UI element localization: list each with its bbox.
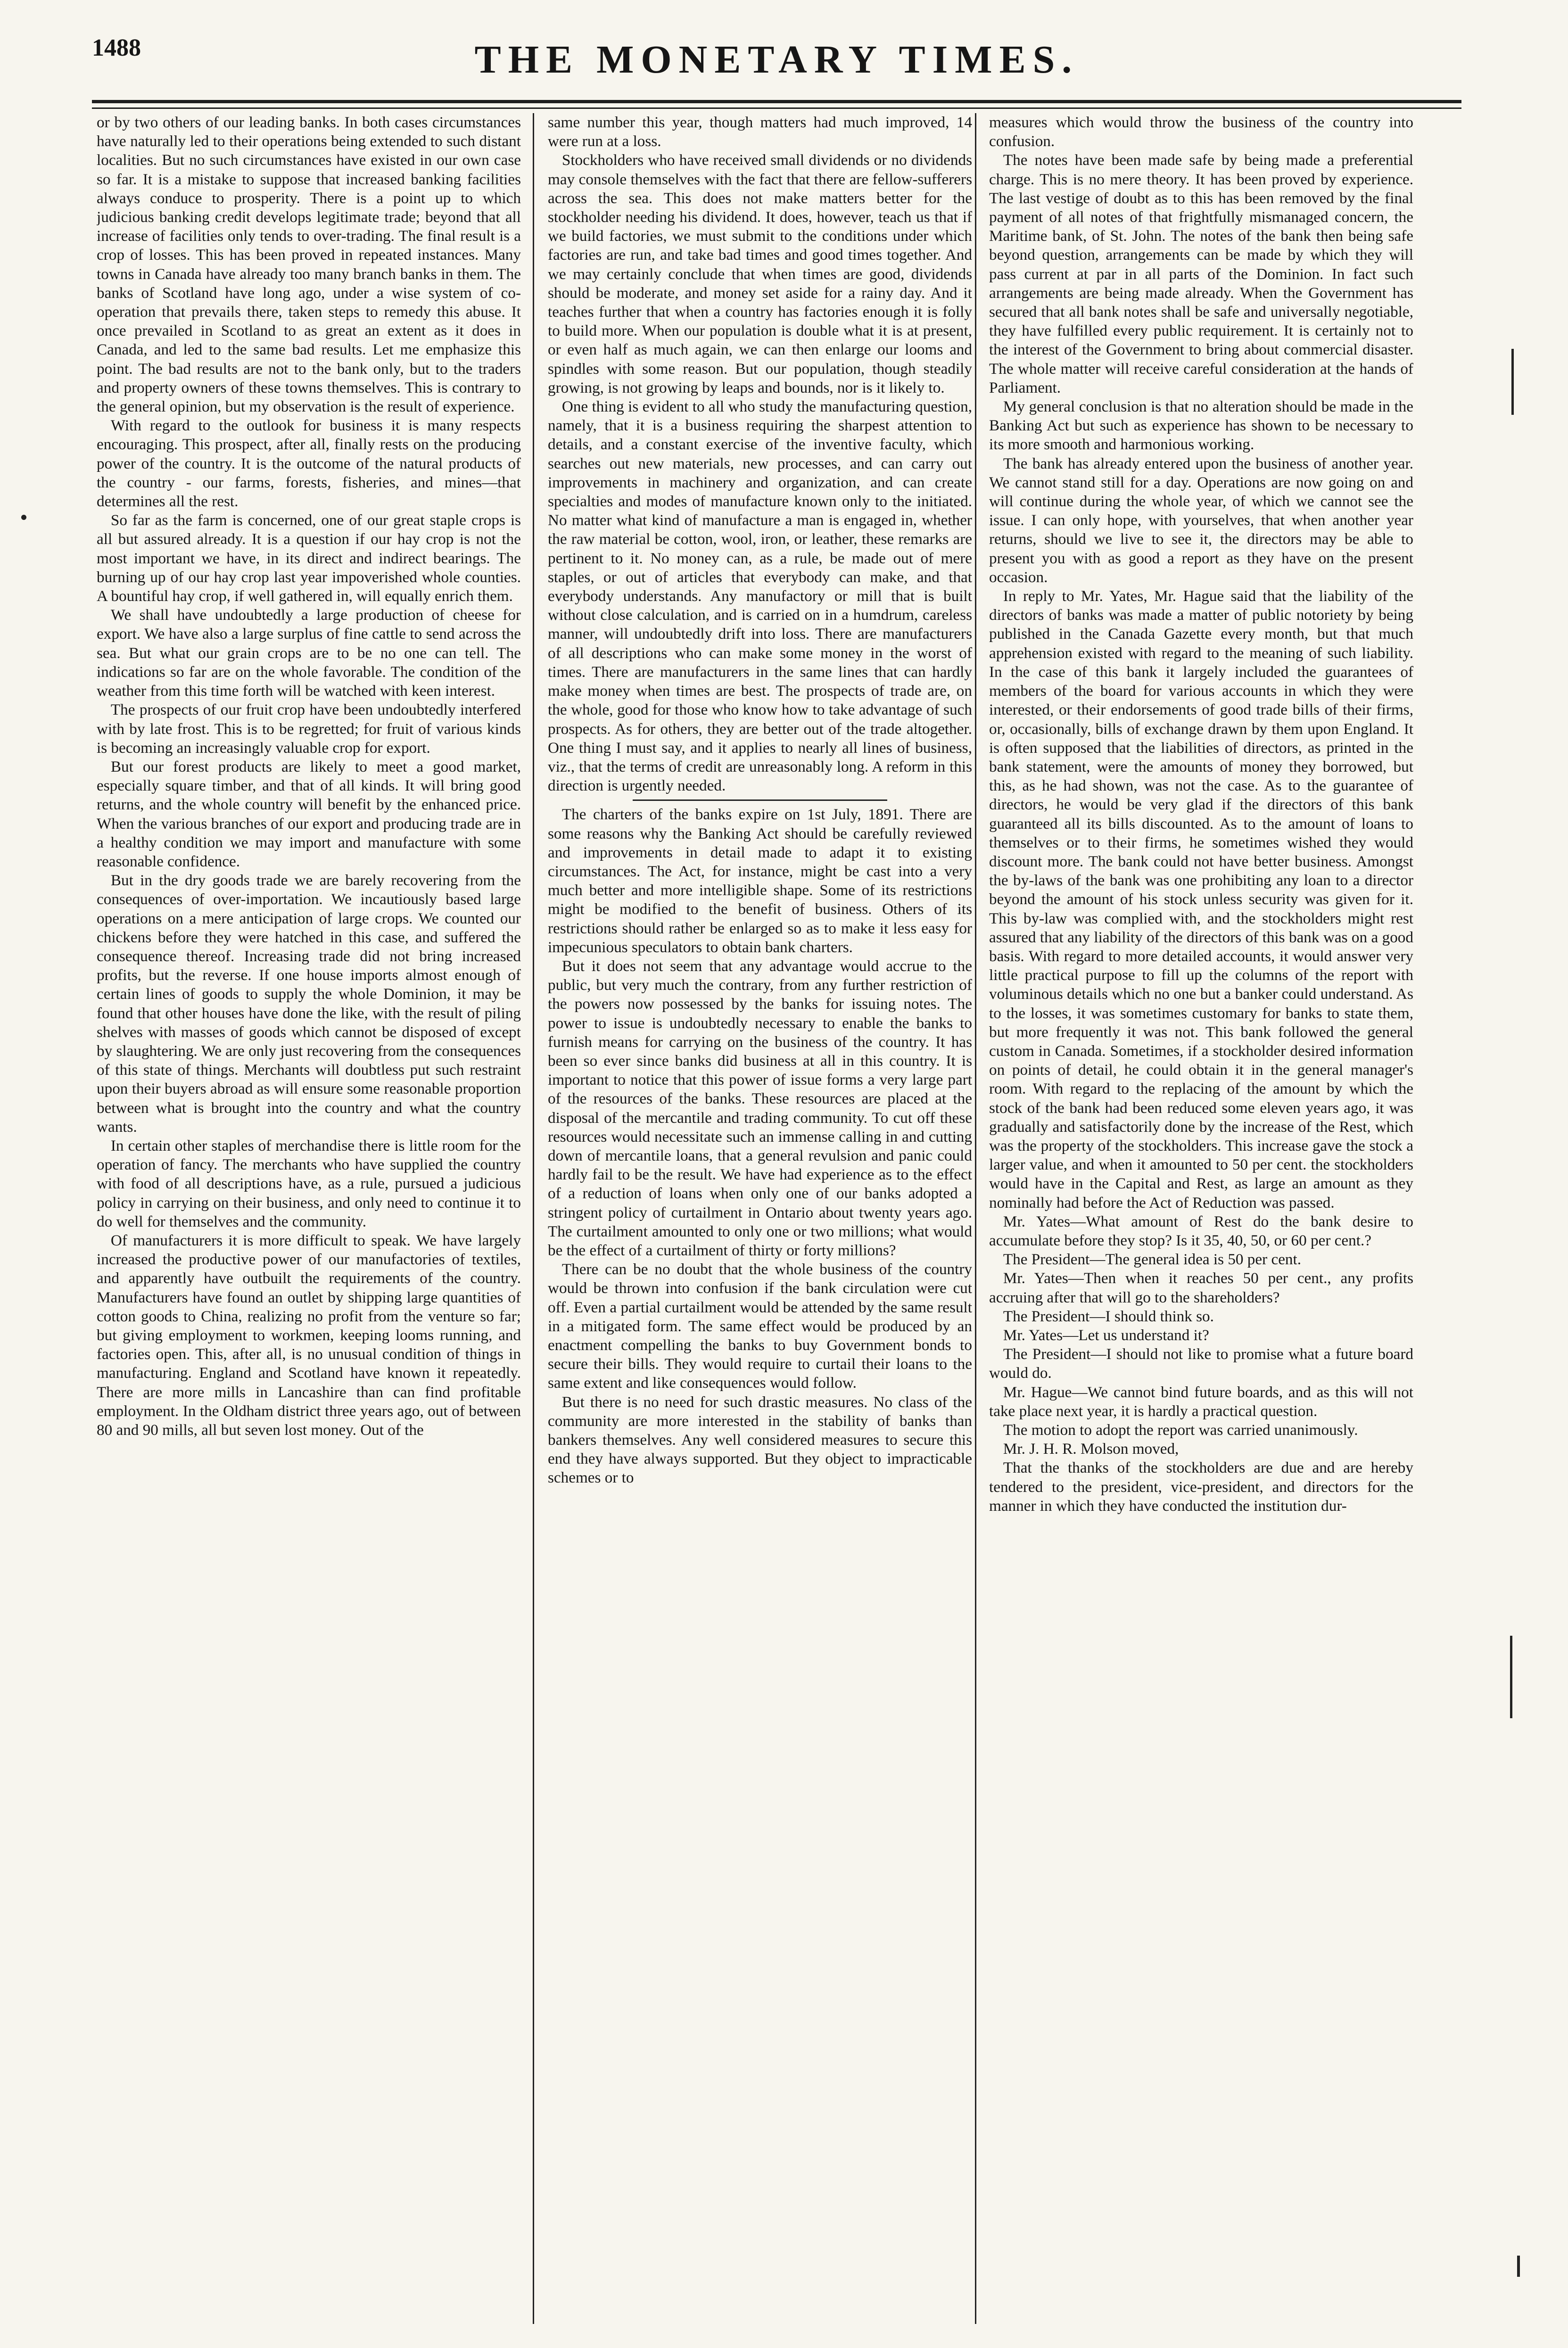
scan-speck (21, 515, 26, 520)
paragraph: The President—The general idea is 50 per cent. (1003, 1251, 1302, 1269)
paragraph: My general conclusion is that no alteration should be made in the Banking Act but such as experience has shown to be necessary to its more smooth and harmonious working. (989, 398, 1413, 453)
paragraph: Mr. Hague—We cannot bind future boards, and as this will not take place next year, it is hardly a practical question. (989, 1383, 1413, 1420)
paragraph: Stockholders who have received small dividends or no dividends may console themselves with the fact that there are fellow-sufferers across the sea. This does not make matters better for the stockholder needing his dividend. It does, however, teach us that if we build factories, we must submit to the conditions under which factories are run, and take bad times and good times together. And we may certainly conclude that when times are good, dividends should be moderate, and money set aside for a rainy day. And it teaches further that when a country has factories enough it is folly to build more. When our population is double what it is at present, or even half as much again, we can then enlarge our looms and spindles with some reason. But our population, though steadily growing, is not growing by leaps and bounds, nor is it likely to. (548, 151, 972, 396)
paragraph: In certain other staples of merchandise there is little room for the operation of fancy. The merchants who have supplied the country with food of all descriptions have, as a rule, pursued a judicious policy in carrying on their business, and only need to continue it to do well for themselves and the community. (97, 1137, 521, 1230)
paragraph: The motion to adopt the report was carried unanimously. (1003, 1421, 1358, 1439)
paragraph: Mr. Yates—Then when it reaches 50 per cent., any profits accruing after that will go to the shareholders? (989, 1269, 1413, 1306)
header-rule-thin (92, 107, 1461, 109)
paragraph: The charters of the banks expire on 1st July, 1891. There are some reasons why the Banking Act should be carefully reviewed and improvements in detail made to adapt it to existing circumstances. The Act, for instance, might be cast into a very much better and more intelligible shape. Some of its restrictions might be modified to the benefit of business. Others of its restrictions should rather be enlarged so as to make it less easy for impecunious speculators to obtain bank charters. (548, 806, 972, 956)
paragraph: same number this year, though matters had much improved, 14 were run at a loss. (548, 114, 972, 150)
paragraph: The President—I should not like to promise what a future board would do. (989, 1345, 1413, 1382)
paragraph: With regard to the outlook for business it is many respects encouraging. This prospect, after all, finally rests on the producing power of the country. It is the outcome of the natural products of the country - our farms, forests, fisheries, and mines—that determines all the rest. (97, 417, 521, 511)
paragraph: One thing is evident to all who study the manufacturing question, namely, that it is a business requiring the sharpest attention to details, and a constant exercise of the inventive faculty, which searches out new materials, new processes, and can carry out improvements in machinery and organization, and can create specialties and modes of manufacture known only to the initiated. No matter what kind of manufacture a man is engaged in, whether the raw material be cotton, wool, iron, or leather, these remarks are pertinent to it. No money can, as a rule, be made out of mere staples, or out of articles that everybody can make, and that everybody understands. Any manufactory or mill that is built without close calculation, and is carried on in a humdrum, careless manner, will undoubtedly drift into loss. There are manufacturers of all descriptions who can make some money in the worst of times. There are manufacturers in the same lines that can hardly make money when times are best. The prospects of trade are, on the whole, good for those who know how to take advantage of such prospects. As for others, they are better out of the trade altogether. One thing I must say, and it applies to nearly all lines of business, viz., that the terms of credit are unreasonably long. A reform in this direction is urgently needed. (548, 398, 972, 795)
paragraph: There can be no doubt that the whole business of the country would be thrown into confusion if the bank circulation were cut off. Even a partial curtailment would be attended by the same result in a mitigated form. The same effect would be produced by an enactment compelling the banks to buy Government bonds to secure their bills. They would require to curtail their loans to the same extent and like consequences would follow. (548, 1261, 972, 1392)
paragraph: But it does not seem that any advantage would accrue to the public, but very much the contrary, from any further restriction of the powers now possessed by the banks for issuing notes. The power to issue is undoubtedly necessary to enable the banks to furnish means for carrying on the business of the country. It has been so ever since banks did business at all in this country. It is important to notice that this power of issue forms a very large part of the resources of the banks. These resources are placed at the disposal of the mercantile and trading community. To cut off these resources would necessitate such an immense calling in and cutting down of mercantile loans, that a general revulsion and panic could hardly fail to be the result. We have had experience as to the effect of a reduction of loans when only one of our banks adopted a stringent policy of curtailment in Ontario about twenty years ago. The curtailment amounted to only one or two millions; what would be the effect of a curtailment of thirty or forty millions? (548, 957, 972, 1259)
paragraph: So far as the farm is concerned, one of our great staple crops is all but assured already. It is a question if our hay crop is not the most important we have, in its direct and indirect bearings. The burning up of our hay crop last year impoverished whole counties. A bountiful hay crop, if well gathered in, will equally enrich them. (97, 511, 521, 605)
margin-mark (1511, 349, 1514, 415)
column-divider-2 (975, 113, 976, 2324)
paragraph: Mr. J. H. R. Molson moved, (1003, 1440, 1179, 1458)
text-column-2 (548, 113, 972, 2319)
paragraph: In reply to Mr. Yates, Mr. Hague said that the liability of the directors of banks was made a matter of public notoriety by being published in the Canada Gazette every month, but that much apprehension existed with regard to the meaning of such liability. In the case of this bank it largely included the guarantees of members of the board for various accounts in which they were interested, or their endorsements of good trade bills of their firms, or, occasionally, bills of exchange drawn by them upon England. It is often supposed that the liabilities of directors, as printed in the bank statement, were the amounts of money they borrowed, but this, as he had shown, was not the case. As to the guarantee of directors, he would be very glad if the directors of this bank guaranteed all its bills discounted. As to the amount of loans to themselves or to their firms, he sometimes wished they would discount more. The bank could not have better business. Amongst the by-laws of the bank was one prohibiting any loan to a director beyond the amount of his stock unless security was given for it. This by-law was complied with, and the stockholders might rest assured that any liability of the directors of this bank was on a good basis. With regard to more detailed accounts, it would answer very little practical purpose to fill up the columns of the report with voluminous details which no one but a banker could understand. As to the losses, it was sometimes customary for banks to state them, but more frequently it was not. This bank followed the general custom in Canada. Sometimes, if a stockholder desired information on points of detail, he could obtain it in the general manager's room. With regard to the replacing of the amount by which the stock of the bank had been reduced some eleven years ago, it was gradually and satisfactorily done by the increase of the Rest, which was the property of the stockholders. This increase gave the stock a larger value, and when it amounted to 50 per cent. the stockholders would have in the Capital and Rest, as large an amount as they nominally had before the Act of Reduction was passed. (989, 587, 1413, 1211)
paragraph: Mr. Yates—Let us understand it? (1003, 1326, 1209, 1344)
margin-mark (1517, 2256, 1520, 2277)
paragraph: The notes have been made safe by being made a preferential charge. This is no mere theory. It has been proved by experience. The last vestige of doubt as to this has been removed by the final payment of all notes of that frightfully mismanaged concern, the Maritime bank, of St. John. The notes of the bank then being safe beyond question, arrangements can be made by which they will pass current at par in all parts of the Dominion. In fact such arrangements are being made already. When the Government has secured that all bank notes shall be safe and universally negotiable, they have fulfilled every public requirement. It is certainly not to the interest of the Government to bring about commercial disaster. The whole matter will receive careful consideration at the hands of Parliament. (989, 151, 1413, 396)
paragraph: But in the dry goods trade we are barely recovering from the consequences of over-importation. We incautiously based large operations on a mere anticipation of large crops. We counted our chickens before they were hatched in this case, and suffered the consequence thereof. Increasing trade did not bring increased profits, but the reverse. If one house imports almost enough of certain lines of goods to supply the whole Dominion, it may be found that other houses have done the like, with the result of piling shelves with masses of goods which cannot be disposed of except by slaughtering. We are only just recovering from the consequences of this state of things. Merchants will doubtless put such restraint upon their buyers abroad as will ensure some reasonable proportion between what is brought into the country and what the country wants. (97, 872, 521, 1136)
paragraph: The prospects of our fruit crop have been undoubtedly interfered with by late frost. This is to be regretted; for fruit of various kinds is becoming an increasingly valuable crop for export. (97, 701, 521, 757)
paragraph: But there is no need for such drastic measures. No class of the community are more interested in the stability of banks than bankers themselves. Any well considered measures to secure this end they have always supported. But they object to impracticable schemes or to (548, 1393, 972, 1487)
header-rule-thick (92, 100, 1461, 103)
column-divider-1 (533, 113, 534, 2324)
paragraph: But our forest products are likely to meet a good market, especially square timber, and that of all kinds. It will bring good returns, and the whole country will benefit by the enhanced price. When the various branches of our export and producing trade are in a healthy condition we may import and manufacture with some reasonable confidence. (97, 758, 521, 870)
paragraph: Of manufacturers it is more difficult to speak. We have largely increased the productive power of our manufactories of textiles, and apparently have outbuilt the requirements of the country. Manufacturers have found an outlet by shipping large quantities of cotton goods to China, realizing no profit from the venture so far; but giving employment to workmen, keeping looms running, and factories open. This, after all, is no unusual condition of things in manufacturing. England and Scotland have known it repeatedly. There are more mills in Lancashire than can find profitable employment. In the Oldham district three years ago, out of between 80 and 90 mills, all but seven lost money. Out of the (97, 1231, 521, 1439)
paragraph: We shall have undoubtedly a large production of cheese for export. We have also a large surplus of fine cattle to send across the sea. But what our grain crops are to be no one can tell. The indications so far are on the whole favorable. The condition of the weather from this time forth will be watched with keen interest. (97, 606, 521, 700)
paragraph: measures which would throw the business of the country into confusion. (989, 114, 1413, 150)
paragraph: or by two others of our leading banks. In both cases circumstances have naturally led to their operations being extended to such distant localities. But no such circumstances have existed in our own case so far. It is a mistake to suppose that increased banking facilities always conduce to prosperity. There is a point up to which judicious banking credit develops legitimate trade; beyond that all increase of facilities only tends to over-trading. The final result is a crop of losses. This has been proved in repeated instances. Many towns in Canada have already too many branch banks in them. The banks of Scotland have long ago, under a wise system of co-operation that prevails there, taken steps to remedy this abuse. It once prevailed in Scotland to as great an extent as it does in Canada, and led to the same bad results. Let me emphasize this point. The bad results are not to the bank only, but to the traders and property owners of these towns themselves. This is contrary to the general opinion, but my observation is the result of experience. (97, 114, 521, 416)
paragraph: That the thanks of the stockholders are due and are hereby tendered to the president, vice-president, and directors for the manner in which they have conducted the institution dur- (989, 1459, 1413, 1515)
page-number: 1488 (92, 34, 141, 61)
text-column-3 (989, 113, 1413, 2291)
paragraph: The President—I should think so. (1003, 1307, 1214, 1325)
paragraph: The bank has already entered upon the business of another year. We cannot stand still for a day. Operations are now going on and will continue during the whole year, of which we cannot see the issue. I can only hope, with yourselves, that when another year returns, should we live to see it, the directors may be able to present you with as good a report as they have on the present occasion. (989, 454, 1413, 586)
masthead-title: THE MONETARY TIMES. (474, 38, 1079, 82)
text-column-1 (97, 113, 521, 2282)
section-divider (633, 799, 887, 801)
paragraph: Mr. Yates—What amount of Rest do the bank desire to accumulate before they stop? Is it 35, 40, 50, or 60 per cent.? (989, 1212, 1413, 1249)
margin-mark (1510, 1636, 1512, 1718)
page-header (92, 34, 1461, 86)
